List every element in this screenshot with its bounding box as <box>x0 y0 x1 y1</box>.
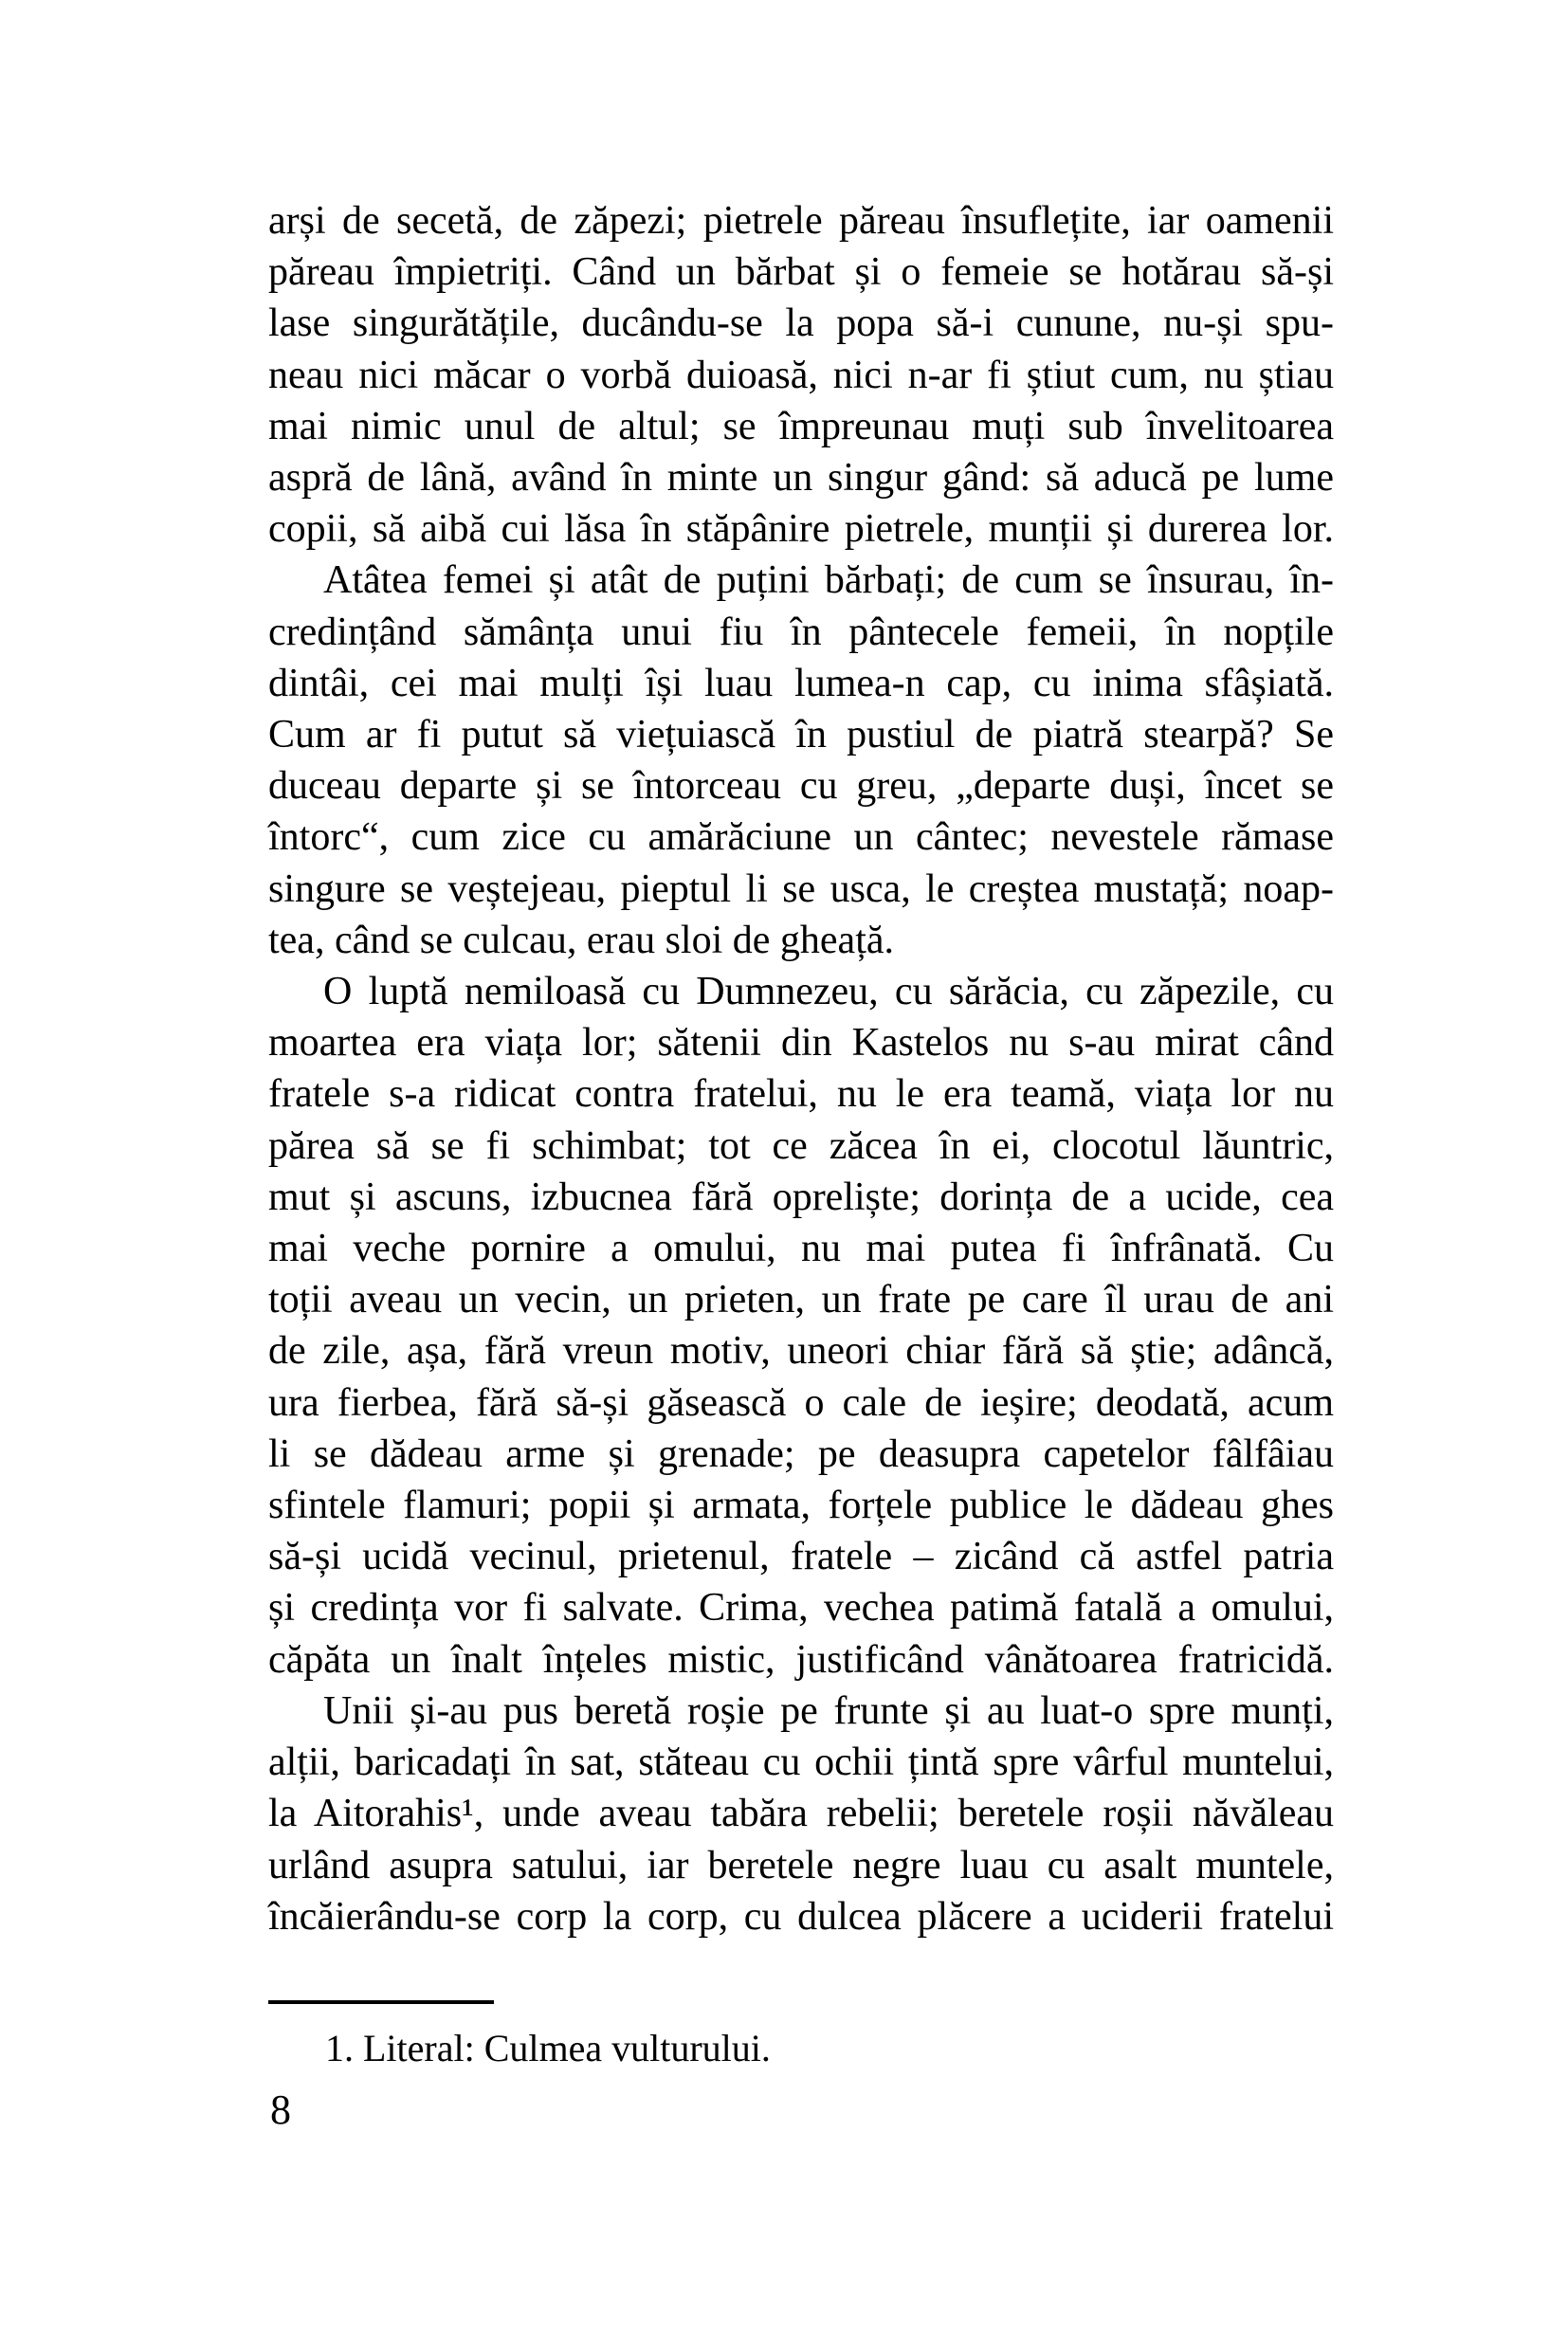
footnote-text: 1. Literal: Culmea vulturului. <box>325 2027 771 2069</box>
text-line: alții, baricadați în sat, stăteau cu ochii țintă spre vârful muntelui, <box>268 1740 1334 1785</box>
text-line: toții aveau un vecin, un prieten, un frate pe care îl urau de ani <box>268 1278 1334 1322</box>
page-number: 8 <box>270 2087 291 2133</box>
paragraph <box>268 555 1334 966</box>
text-line: să-și ucidă vecinul, prietenul, fratele – zicând că astfel patria <box>268 1535 1334 1579</box>
footnote <box>268 2000 1334 2072</box>
text-line: Unii și-au pus beretă roșie pe frunte și au luat-o spre munți, <box>323 1688 1334 1733</box>
text-line: mai veche pornire a omului, nu mai putea fi înfrânată. Cu <box>268 1227 1334 1271</box>
body-text <box>268 195 1334 1942</box>
text-line: urlând asupra satului, iar beretele negre luau cu asalt muntele, <box>268 1843 1334 1887</box>
text-line: moartea era viața lor; sătenii din Kastelos nu s-au mirat când <box>268 1021 1334 1066</box>
paragraph <box>268 195 1334 555</box>
text-line: fratele s-a ridicat contra fratelui, nu le era teamă, viața lor nu <box>268 1072 1334 1117</box>
text-line: aspră de lână, având în minte un singur gând: să aducă pe lume <box>268 456 1334 501</box>
paragraph <box>268 1686 1334 1942</box>
text-line: singure se veștejeau, pieptul li se usca, le creștea mustață; noap- <box>268 866 1334 911</box>
text-line: O luptă nemiloasă cu Dumnezeu, cu sărăcia, cu zăpezile, cu <box>323 970 1334 1014</box>
text-line: Atâtea femei și atât de puțini bărbați; de cum se însurau, în- <box>323 558 1334 603</box>
text-line: mut și ascuns, izbucnea fără opreliște; dorința de a ucide, cea <box>268 1175 1334 1219</box>
text-line: lase singurătățile, ducându-se la popa să-i cunune, nu-și spu- <box>268 301 1334 346</box>
text-line: sfintele flamuri; popii și armata, forțele publice le dădeau ghes <box>268 1484 1334 1528</box>
text-line: Cum ar fi putut să viețuiască în pustiul de piatră stearpă? Se <box>268 713 1334 757</box>
text-line: întorc“, cum zice cu amărăciune un cântec; nevestele rămase <box>268 815 1334 860</box>
text-line: părea să se fi schimbat; tot ce zăcea în ei, clocotul lăuntric, <box>268 1123 1334 1168</box>
text-line: păreau împietriți. Când un bărbat și o femeie se hotărau să-și <box>268 250 1334 295</box>
text-line: tea, când se culcau, erau sloi de gheață. <box>268 918 895 962</box>
text-line: căpăta un înalt înțeles mistic, justificând vânătoarea fratricidă. <box>268 1637 1334 1682</box>
text-line: mai nimic unul de altul; se împreunau muți sub învelitoarea <box>268 404 1334 448</box>
text-line: ura fierbea, fără să-și găsească o cale de ieșire; deodată, acum <box>268 1380 1334 1425</box>
paragraph <box>268 966 1334 1686</box>
footnote-separator-rule <box>268 2000 494 2004</box>
text-line: încăierându-se corp la corp, cu dulcea plăcere a uciderii fratelui <box>268 1894 1334 1939</box>
text-line: arși de secetă, de zăpezi; pietrele păreau însuflețite, iar oamenii <box>268 199 1334 243</box>
text-line: la Aitorahis¹, unde aveau tabăra rebelii; beretele roșii năvăleau <box>268 1792 1334 1836</box>
text-line: credințând sămânța unui fiu în pântecele femeii, în nopțile <box>268 610 1334 654</box>
text-line: neau nici măcar o vorbă duioasă, nici n-ar fi știut cum, nu știau <box>268 353 1334 397</box>
text-line: copii, să aibă cui lăsa în stăpânire pietrele, munții și durerea lor. <box>268 507 1334 552</box>
text-line: de zile, așa, fără vreun motiv, uneori chiar fără să știe; adâncă, <box>268 1329 1334 1374</box>
text-line: li se dădeau arme și grenade; pe deasupra capetelor fâlfâiau <box>268 1431 1334 1476</box>
text-line: și credința vor fi salvate. Crima, vechea patimă fatală a omului, <box>268 1586 1334 1631</box>
text-line: dintâi, cei mai mulți își luau lumea-n cap, cu inima sfâșiată. <box>268 661 1334 705</box>
text-line: duceau departe și se întorceau cu greu, „departe duși, încet se <box>268 764 1334 809</box>
